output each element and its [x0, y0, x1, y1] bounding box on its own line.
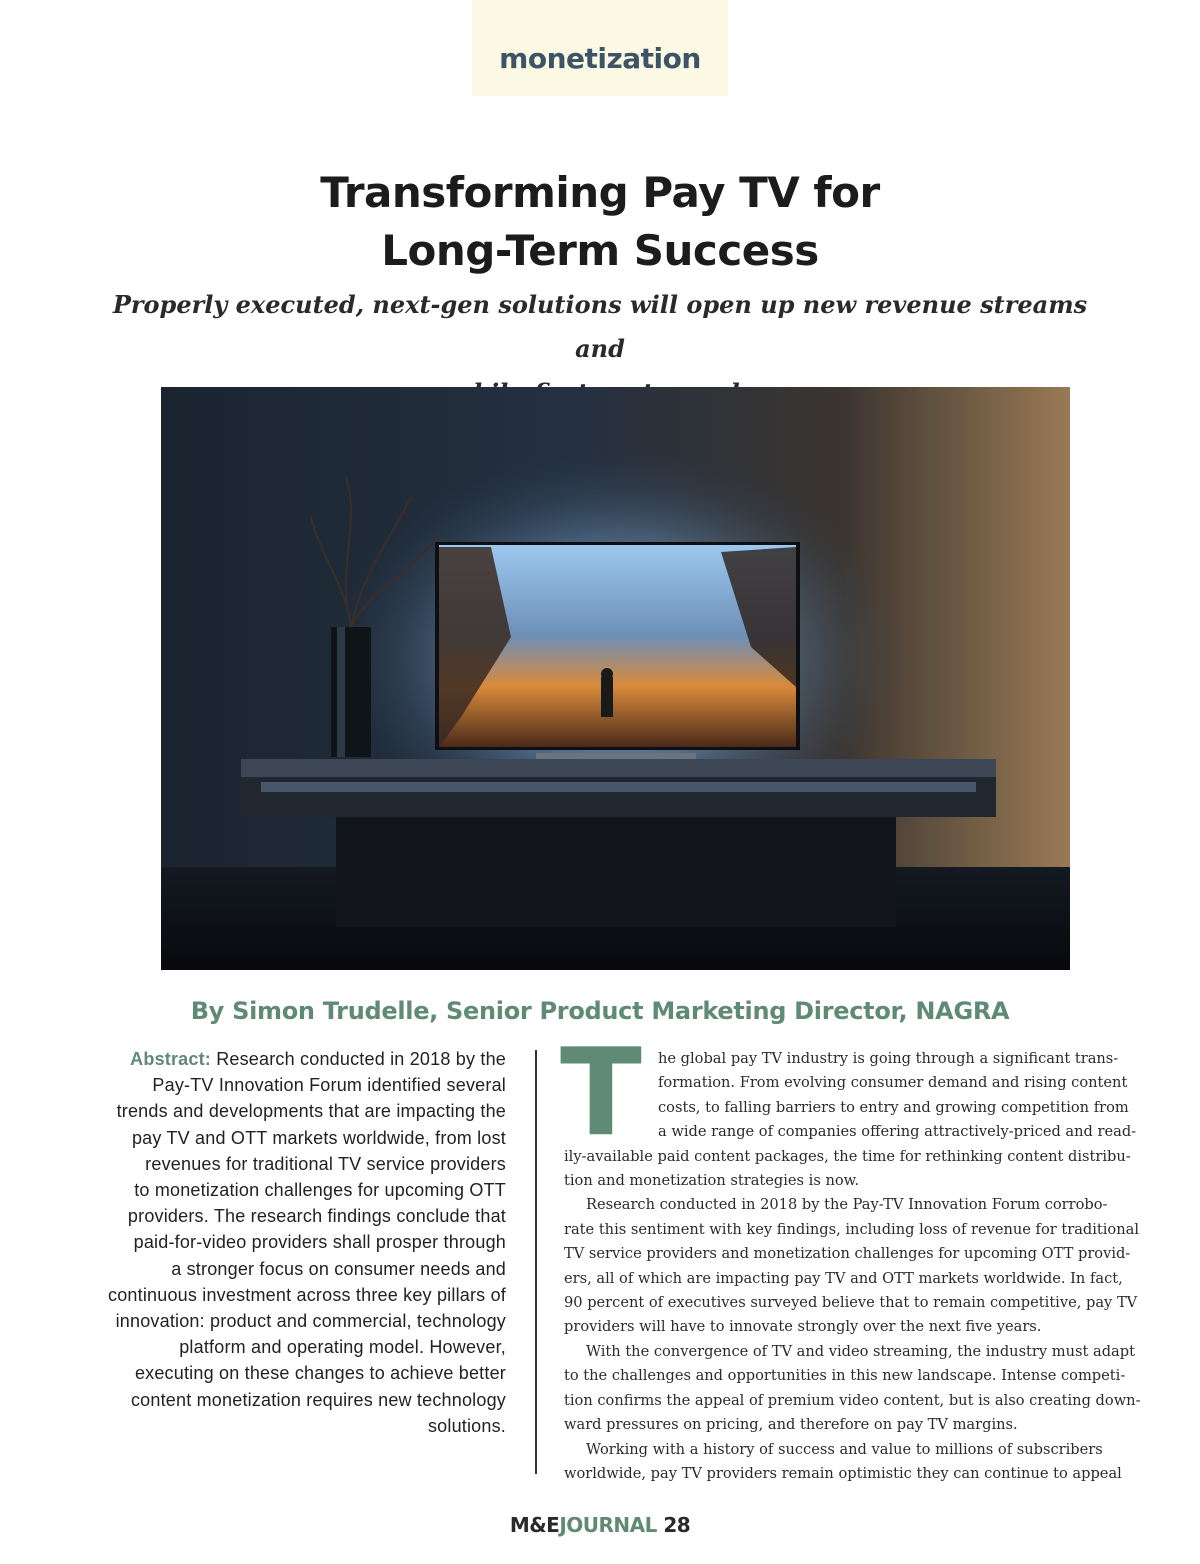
body-line: With the convergence of TV and video streaming, the industry must adapt — [586, 1342, 1135, 1360]
abstract-line: pay TV and OTT markets worldwide, from lost — [131, 1127, 506, 1148]
abstract-line: solutions. — [427, 1415, 506, 1436]
body-line: Research conducted in 2018 by the Pay-TV Innovation Forum corrobo- — [586, 1196, 1108, 1214]
abstract-label: Abstract: — [130, 1049, 211, 1069]
article-body — [564, 1047, 1141, 1486]
title-line-2: Long-Term Success — [381, 226, 819, 275]
abstract-line: a stronger focus on consumer needs and — [171, 1258, 506, 1279]
body-line: worldwide, pay TV providers remain optimistic they can continue to appeal — [564, 1464, 1122, 1482]
page-number: 28 — [663, 1513, 691, 1537]
body-line: ward pressures on pricing, and therefore on pay TV margins. — [564, 1416, 1018, 1434]
body-line: TV service providers and monetization challenges for upcoming OTT provid- — [564, 1245, 1131, 1263]
body-line: formation. From evolving consumer demand and rising content — [658, 1074, 1128, 1092]
abstract-line: paid-for-video providers shall prosper through — [133, 1232, 506, 1253]
body-line: tion confirms the appeal of premium video content, but is also creating down- — [564, 1391, 1141, 1409]
page-footer — [0, 1513, 1200, 1537]
journal-brand-suffix: JOURNAL — [559, 1513, 657, 1537]
abstract-line: providers. The research findings conclude that — [127, 1206, 506, 1227]
body-line: ers, all of which are impacting pay TV and OTT markets worldwide. In fact, — [564, 1269, 1123, 1287]
body-line: tion and monetization strategies is now. — [564, 1172, 860, 1190]
abstract-line: platform and operating model. However, — [179, 1337, 506, 1358]
abstract-line: content monetization requires new technology — [130, 1389, 506, 1410]
abstract-line — [70, 1046, 506, 1072]
column-divider — [535, 1050, 537, 1474]
abstract-line: innovation: product and commercial, technology — [115, 1311, 506, 1332]
body-line: costs, to falling barriers to entry and growing competition from — [658, 1098, 1129, 1116]
abstract-line: executing on these changes to achieve better — [134, 1363, 506, 1384]
body-line: ily-available paid content packages, the time for rethinking content distribu- — [564, 1147, 1131, 1165]
section-tag: monetization — [499, 42, 701, 75]
abstract-line: trends and developments that are impacting the — [116, 1101, 506, 1122]
body-line: 90 percent of executives surveyed believe that to remain competitive, pay TV — [564, 1294, 1138, 1312]
article-title — [0, 164, 1200, 280]
body-line: rate this sentiment with key findings, including loss of revenue for traditional — [564, 1220, 1139, 1238]
body-line: providers will have to innovate strongly over the next five years. — [564, 1318, 1042, 1336]
body-line: to the challenges and opportunities in this new landscape. Intense competi- — [564, 1367, 1126, 1385]
subtitle-line-1: Properly executed, next-gen solutions will open up new revenue streams and — [112, 290, 1088, 363]
body-line: Working with a history of success and value to millions of subscribers — [586, 1440, 1103, 1458]
abstract-text: Research conducted in 2018 by the — [211, 1049, 506, 1069]
hero-image-tv-living-room — [161, 387, 1070, 970]
drop-cap: T — [560, 1024, 642, 1163]
author-byline: By Simon Trudelle, Senior Product Marketing Director, NAGRA — [190, 997, 1010, 1025]
abstract-line: to monetization challenges for upcoming OTT — [134, 1180, 506, 1201]
abstract-line: continuous investment across three key pillars of — [108, 1284, 506, 1305]
body-line: he global pay TV industry is going through a significant trans- — [658, 1050, 1119, 1067]
title-line-1: Transforming Pay TV for — [320, 168, 880, 217]
journal-brand-prefix: M&E — [509, 1513, 560, 1537]
abstract-line: Pay-TV Innovation Forum identified several — [152, 1075, 506, 1096]
body-line: a wide range of companies offering attractively-priced and read- — [658, 1123, 1137, 1141]
abstract-block — [70, 1046, 506, 1439]
abstract-line: revenues for traditional TV service providers — [145, 1153, 506, 1174]
